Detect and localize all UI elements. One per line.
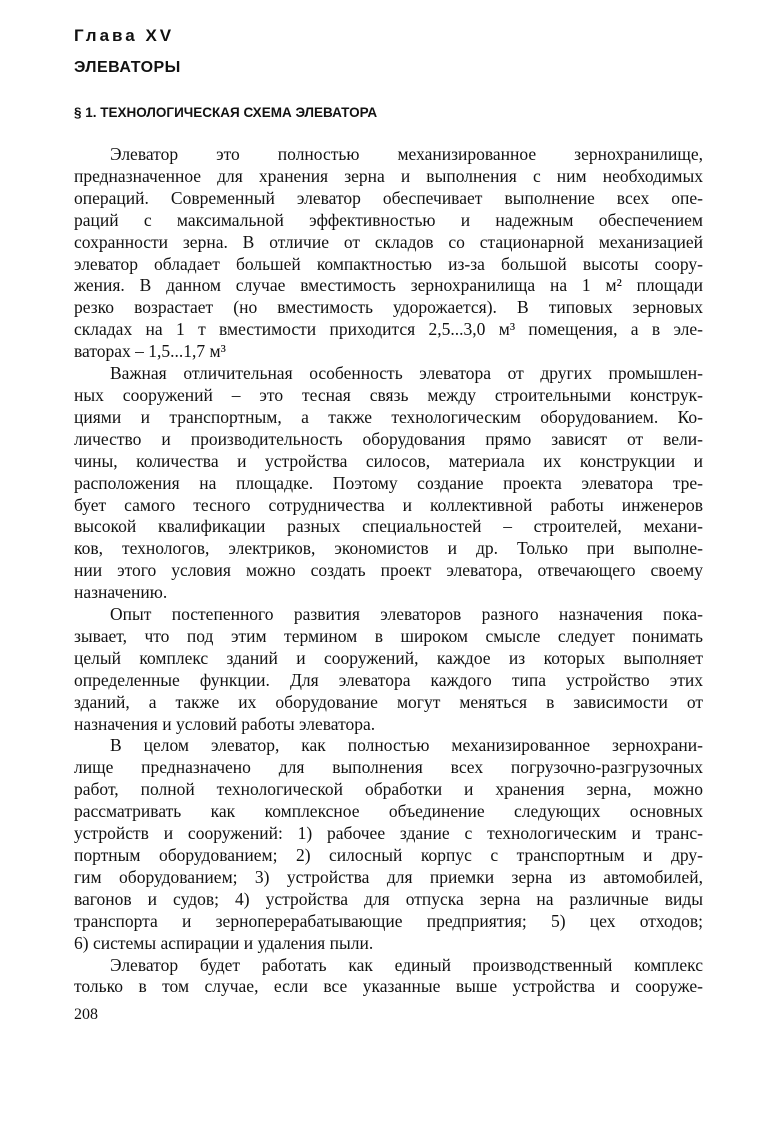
text-line: В целом элеватор, как полностью механизированное зернохрани- xyxy=(110,735,703,756)
text-line: назначению. xyxy=(74,582,168,603)
text-line: бует самого тесного сотрудничества и коллективной работы инженеров xyxy=(74,494,703,515)
text-line: Опыт постепенного развития элеваторов разного назначения пока- xyxy=(110,604,703,625)
text-line: гим оборудованием; 3) устройства для приемки зерна из автомобилей, xyxy=(74,866,703,887)
text-line: расположения на площадке. Поэтому создание проекта элеватора тре- xyxy=(74,472,703,493)
text-line: назначения и условий работы элеватора. xyxy=(74,713,376,734)
paragraph xyxy=(74,955,703,999)
text-line: личество и производительность оборудования прямо зависят от вели- xyxy=(74,428,703,449)
text-line: определенные функции. Для элеватора каждого типа устройство этих xyxy=(74,669,703,690)
text-line: зывает, что под этим термином в широком смысле следует понимать xyxy=(74,625,703,646)
text-line: Важная отличительная особенность элеватора от других промышлен- xyxy=(110,363,703,384)
text-line: целый комплекс зданий и сооружений, каждое из которых выполняет xyxy=(74,647,703,668)
text-line: устройств и сооружений: 1) рабочее здание с технологическим и транс- xyxy=(74,823,703,844)
text-line: элеватор обладает большей компактностью из-за большой высоты соору- xyxy=(74,253,703,274)
text-line: жения. В данном случае вместимость зернохранилища на 1 м² площади xyxy=(74,275,703,296)
text-line: зданий, а также их оборудование могут меняться в зависимости от xyxy=(74,691,703,712)
text-line: 6) системы аспирации и удаления пыли. xyxy=(74,932,374,953)
paragraph xyxy=(74,735,703,954)
text-line: рассматривать как комплексное объединение следующих основных xyxy=(74,801,703,822)
paragraph xyxy=(74,604,703,735)
text-line: транспорта и зерноперерабатывающие предприятия; 5) цех отходов; xyxy=(74,910,703,931)
text-line: Элеватор будет работать как единый производственный комплекс xyxy=(110,954,703,975)
text-line: ваторах – 1,5...1,7 м³ xyxy=(74,341,226,362)
text-line: лище предназначено для выполнения всех погрузочно-разгрузочных xyxy=(74,757,703,778)
page-number: 208 xyxy=(74,1006,98,1023)
text-line: резко возрастает (но вместимость удорожается). В типовых зерновых xyxy=(74,297,703,318)
paragraph xyxy=(74,363,703,604)
text-line: ных сооружений – это тесная связь между строительными конструк- xyxy=(74,384,703,405)
paragraph xyxy=(74,144,703,363)
text-line: работ, полной технологической обработки и хранения зерна, можно xyxy=(74,779,703,800)
text-line: предназначенное для хранения зерна и выполнения с ним необходимых xyxy=(74,165,703,186)
body-text xyxy=(74,144,703,998)
text-line: ков, технологов, электриков, экономистов и др. Только при выполне- xyxy=(74,538,703,559)
text-line: только в том случае, если все указанные выше устройства и сооруже- xyxy=(74,976,703,997)
text-line: вагонов и судов; 4) устройства для отпуска зерна на различные виды xyxy=(74,888,703,909)
text-line: Элеватор это полностью механизированное зернохранилище, xyxy=(110,144,703,164)
text-line: сохранности зерна. В отличие от складов со стационарной механизацией xyxy=(74,231,703,252)
chapter-label: Глава XV xyxy=(74,26,175,45)
chapter-title: ЭЛЕВАТОРЫ xyxy=(74,59,181,76)
section-title: § 1. ТЕХНОЛОГИЧЕСКАЯ СХЕМА ЭЛЕВАТОРА xyxy=(74,105,378,120)
text-line: нии этого условия можно создать проект элеватора, отвечающего своему xyxy=(74,560,703,581)
text-line: раций с максимальной эффективностью и надежным обеспечением xyxy=(74,209,703,230)
text-line: портным оборудованием; 2) силосный корпус с транспортным и дру- xyxy=(74,845,703,865)
text-line: циями и транспортным, а также технологическим оборудованием. Ко- xyxy=(74,406,703,427)
text-line: складах на 1 т вместимости приходится 2,5...3,0 м³ помещения, а в эле- xyxy=(74,319,703,340)
text-line: операций. Современный элеватор обеспечивает выполнение всех опе- xyxy=(74,187,703,208)
text-line: высокой квалификации разных специальностей – строителей, механи- xyxy=(74,516,703,537)
text-line: чины, количества и устройства силосов, материала их конструкции и xyxy=(74,450,703,471)
